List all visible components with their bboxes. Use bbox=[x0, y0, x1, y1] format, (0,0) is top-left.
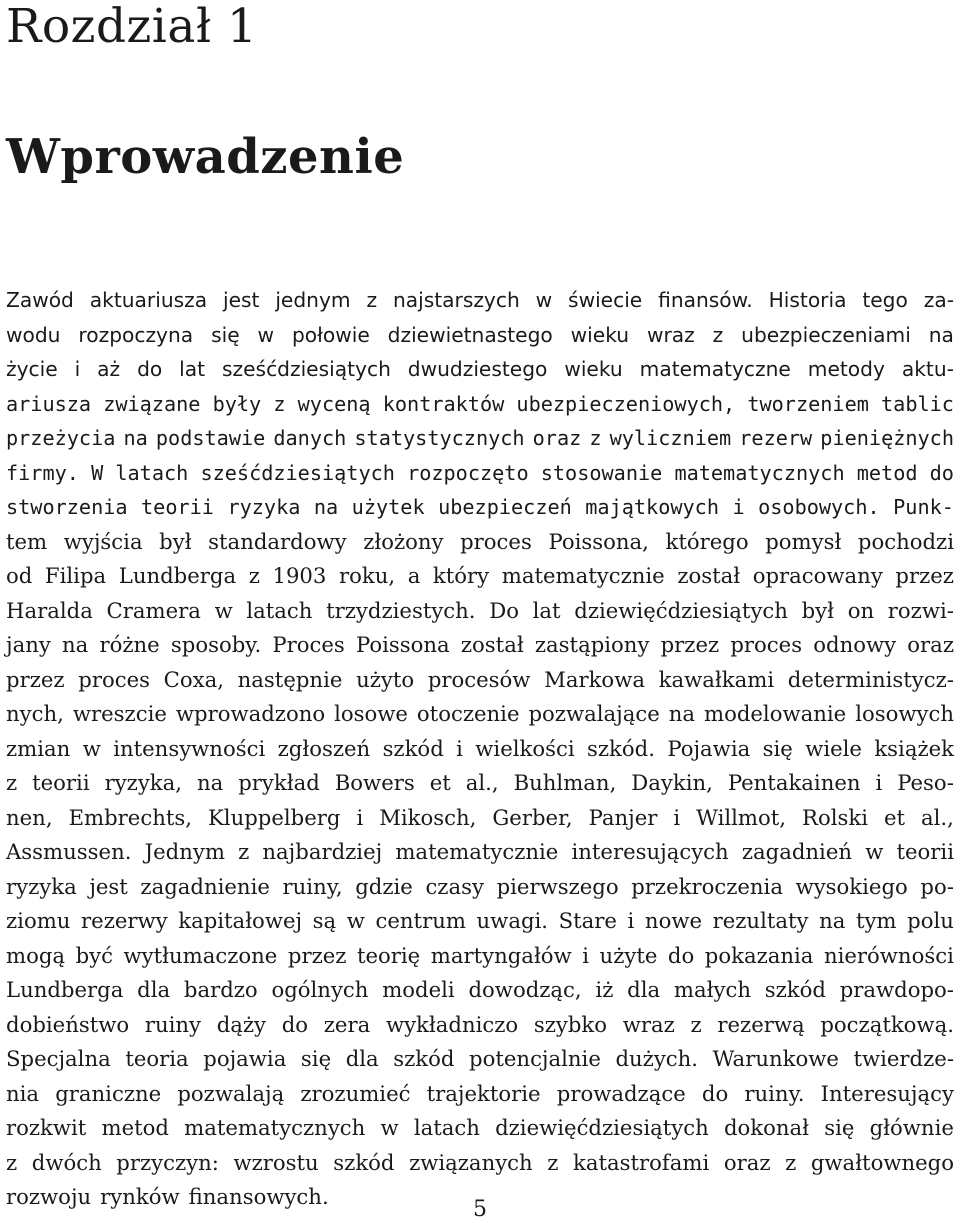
text-line: życie i aż do lat sześćdziesiątych dwudziestego wieku matematyczne metody aktu- bbox=[6, 357, 954, 381]
text-line: ziomu rezerwy kapitałowej są w centrum uwagi. Stare i nowe rezultaty na tym polu bbox=[6, 908, 954, 933]
text-line: Lundberga dla bardzo ogólnych modeli dowodząc, iż dla małych szkód prawdopo- bbox=[6, 977, 954, 1002]
text-line: przez proces Coxa, następnie użyto procesów Markowa kawałkami deterministycz- bbox=[6, 666, 954, 692]
text-line: nych, wreszcie wprowadzono losowe otoczenie pozwalające na modelowanie losowych bbox=[6, 701, 954, 726]
text-line: stworzenia teorii ryzyka na użytek ubezpieczeń majątkowych i osobowych. Punk- bbox=[6, 495, 954, 519]
text-line: wodu rozpoczyna się w połowie dziewietnastego wieku wraz z ubezpieczeniami na bbox=[6, 322, 954, 347]
text-line: rozkwit metod matematycznych w latach dziewięćdziesiątych dokonał się głównie bbox=[6, 1115, 954, 1140]
text-line: Zawód aktuariusza jest jednym z najstarszych w świecie finansów. Historia tego za- bbox=[6, 288, 954, 312]
text-line: tem wyjścia był standardowy złożony proces Poissona, którego pomysł pochodzi bbox=[6, 528, 954, 554]
text-line: firmy. W latach sześćdziesiątych rozpoczęto stosowanie matematycznych metod do bbox=[6, 460, 954, 485]
text-line: dobieństwo ruiny dąży do zera wykładniczo szybko wraz z rezerwą początkową. bbox=[6, 1011, 954, 1037]
text-line: nia graniczne pozwalają zrozumieć trajektorie prowadzące do ruiny. Interesujący bbox=[6, 1080, 954, 1106]
text-line: Haralda Cramera w latach trzydziestych. Do lat dziewięćdziesiątych był on rozwi- bbox=[6, 597, 954, 623]
text-line: rozwoju rynków finansowych. bbox=[6, 1184, 329, 1209]
text-line: z dwóch przyczyn: wzrostu szkód związanych z katastrofami oraz z gwałtownego bbox=[6, 1149, 954, 1175]
text-line: mogą być wytłumaczone przez teorię martyngałów i użyte do pokazania nierówności bbox=[6, 942, 954, 968]
text-line: z teorii ryzyka, na prykład Bowers et al., Buhlman, Daykin, Pentakainen i Peso- bbox=[6, 770, 954, 795]
text-line: od Filipa Lundberga z 1903 roku, a który matematycznie został opracowany przez bbox=[6, 563, 954, 588]
body-paragraph bbox=[6, 283, 954, 1215]
text-line: ariusza związane były z wyceną kontraktów ubezpieczeniowych, tworzeniem tablic bbox=[6, 391, 954, 416]
text-line: przeżycia na podstawie danych statystycznych oraz z wyliczniem rezerw pieniężnych bbox=[6, 426, 954, 450]
text-line: Assmussen. Jednym z najbardziej matematycznie interesujących zagadnień w teorii bbox=[6, 839, 954, 864]
chapter-title: Wprowadzenie bbox=[6, 129, 405, 185]
chapter-label: Rozdział 1 bbox=[6, 0, 258, 54]
text-line: ryzyka jest zagadnienie ruiny, gdzie czasy pierwszego przekroczenia wysokiego po- bbox=[6, 873, 954, 899]
text-line: zmian w intensywności zgłoszeń szkód i wielkości szkód. Pojawia się wiele książek bbox=[6, 735, 954, 761]
text-line: nen, Embrechts, Kluppelberg i Mikosch, Gerber, Panjer i Willmot, Rolski et al., bbox=[6, 804, 954, 830]
text-line: Specjalna teoria pojawia się dla szkód potencjalnie dużych. Warunkowe twierdze- bbox=[6, 1046, 954, 1071]
text-line: jany na różne sposoby. Proces Poissona został zastąpiony przez proces odnowy oraz bbox=[6, 632, 954, 657]
page-number: 5 bbox=[473, 1197, 487, 1222]
